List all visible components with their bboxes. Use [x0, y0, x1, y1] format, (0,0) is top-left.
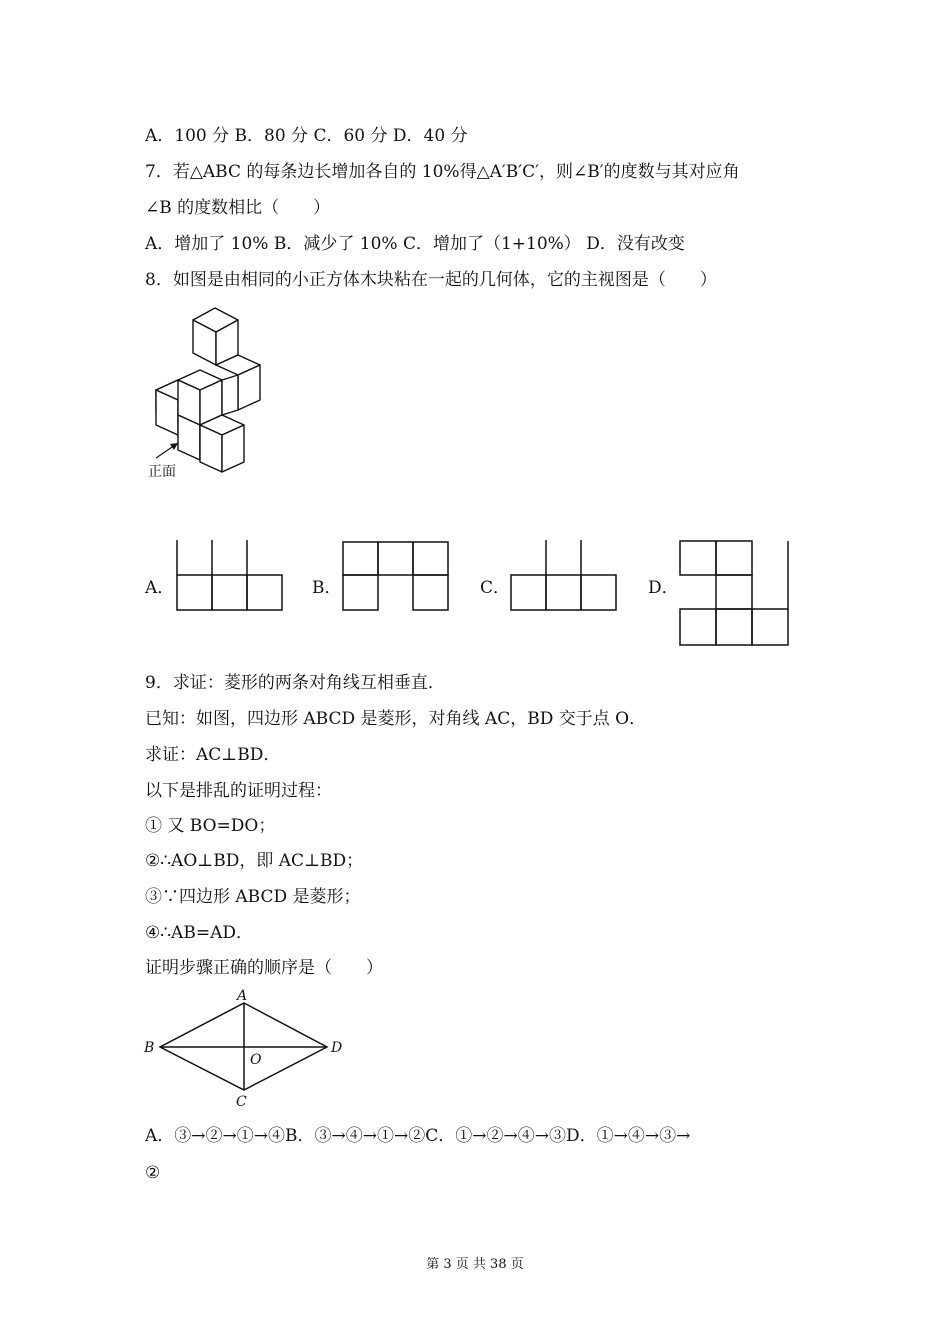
q8-option-d-label: D．: [648, 578, 679, 598]
q9-options-line2: ②: [145, 1163, 161, 1183]
q9-step-2: ②∴AO⊥BD，即 AC⊥BD；: [145, 851, 364, 871]
q7-stem-line1: 7．若△ABC 的每条边长增加各自的 10%得△A′B′C′，则∠B′的度数与其对应角: [145, 162, 740, 182]
vertex-b-label: B: [144, 1040, 155, 1056]
q9-intro: 以下是排乱的证明过程：: [145, 781, 332, 801]
q8-option-c-figure: [509, 540, 619, 615]
q9-question: 证明步骤正确的顺序是（ ）: [145, 958, 383, 978]
vertex-c-label: C: [236, 1094, 247, 1110]
q8-option-a-label: A．: [145, 578, 175, 598]
q8-option-d-figure: [677, 538, 792, 650]
q8-option-b-figure: [341, 540, 451, 615]
q9-step-3: ③∵四边形 ABCD 是菱形；: [145, 887, 361, 907]
q7-stem-line2: ∠B 的度数相比（ ）: [145, 198, 331, 218]
q8-stem: 8．如图是由相同的小正方体木块粘在一起的几何体，它的主视图是（ ）: [145, 270, 717, 290]
q6-options: A．100 分 B．80 分 C．60 分 D．40 分: [145, 126, 468, 146]
q9-stem: 9．求证：菱形的两条对角线互相垂直．: [145, 673, 445, 693]
q8-option-a-figure: [175, 540, 285, 615]
page-footer: 第 3 页 共 38 页: [426, 1257, 524, 1272]
vertex-d-label: D: [331, 1040, 343, 1056]
q9-step-4: ④∴AB=AD．: [145, 923, 253, 943]
rhombus-figure: [140, 985, 355, 1110]
cube-solid-figure: [148, 300, 273, 485]
q9-step-1: ① 又 BO=DO；: [145, 816, 276, 836]
q7-options: A．增加了 10% B．减少了 10% C．增加了（1+10%） D．没有改变: [145, 234, 685, 254]
q9-options-line1: A．③→②→①→④B．③→④→①→②C．①→②→④→③D．①→④→③→: [145, 1126, 691, 1146]
vertex-a-label: A: [237, 988, 248, 1004]
q9-given: 已知：如图，四边形 ABCD 是菱形，对角线 AC，BD 交于点 O．: [145, 709, 647, 729]
q9-prove: 求证：AC⊥BD．: [145, 745, 281, 765]
q8-option-b-label: B．: [312, 578, 342, 598]
center-o-label: O: [250, 1052, 262, 1068]
q8-option-c-label: C．: [480, 578, 511, 598]
front-label: 正面: [148, 464, 176, 480]
